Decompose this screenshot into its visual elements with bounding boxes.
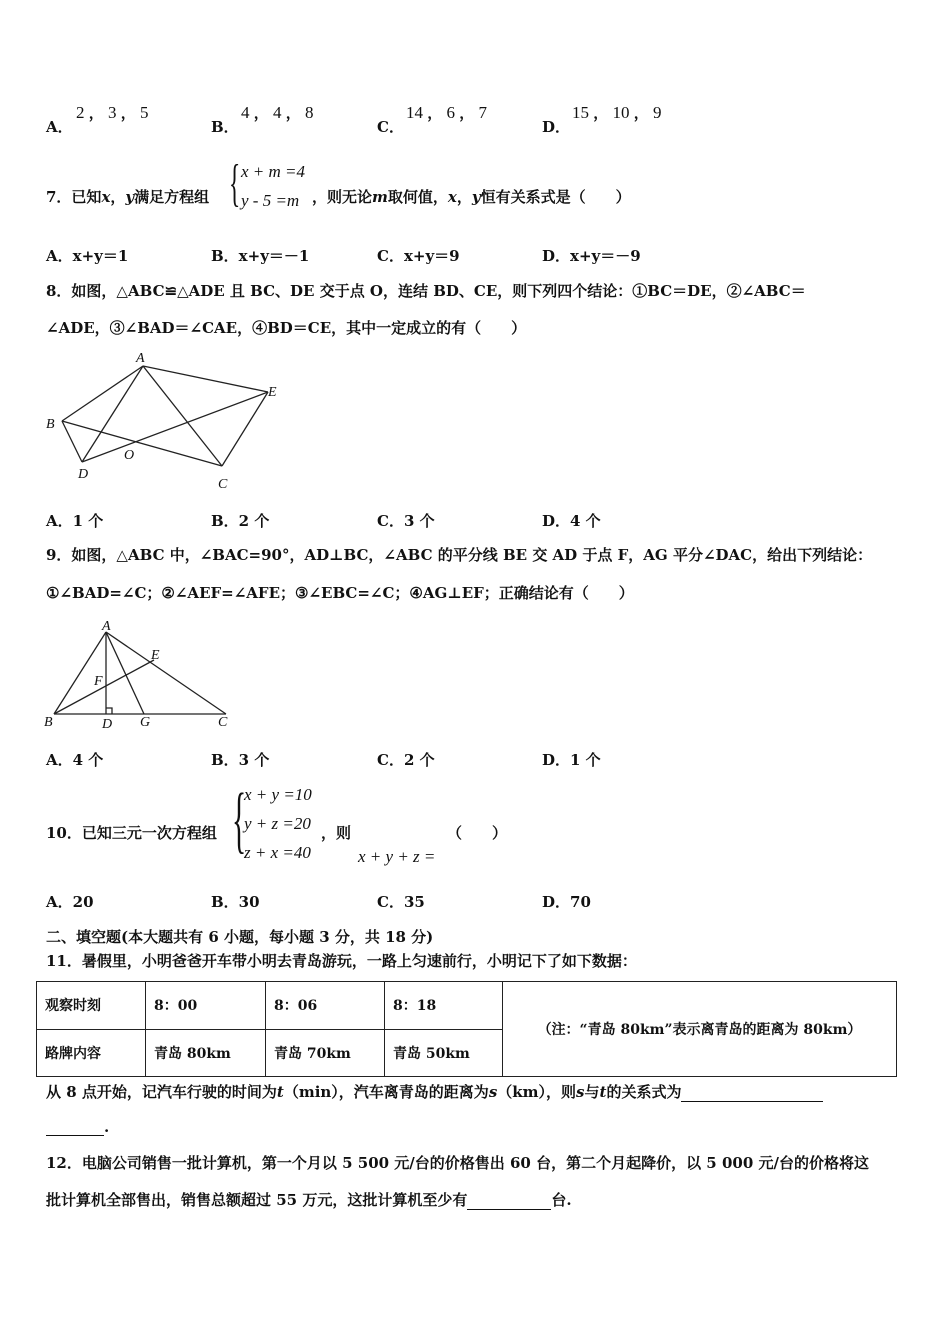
q12-text: 批计算机全部售出，销售总额超过 55 万元，这批计算机至少有 [46,1191,468,1209]
q7-option-a: A．x+y＝1 [46,247,129,265]
var-s: s [488,1083,498,1101]
segment-ab [62,366,143,421]
q8-option-c: C．3 个 [377,512,435,530]
table-cell: 8：00 [146,982,266,1030]
q7-text: 取何值， [387,188,448,206]
separator: ， [633,106,649,122]
q11-question [46,1081,823,1102]
q11-text: 从 8 点开始，记汽车行驶的时间为 [46,1083,277,1101]
table-cell: 8：06 [266,982,385,1030]
var-x: x [447,188,457,206]
q7-text: 7．已知 [46,188,102,206]
value: 2 [76,103,85,122]
q6-option-a [46,116,73,137]
separator: ， [593,106,609,122]
q8-line-2: ∠ADE，③∠BAD＝∠CAE，④BD＝CE，其中一定成立的有（ ） [46,319,527,337]
value: 6 [446,103,456,122]
q7-text: 满足方程组 [134,188,210,206]
q7-text: ， [456,188,472,206]
separator: ， [285,106,301,122]
label-a: A [102,619,111,634]
segment-ab [54,632,106,714]
value: 5 [140,103,149,122]
label-d: D [78,467,89,482]
answer-blank[interactable] [46,1119,104,1136]
q10-option-c: C．35 [377,893,425,911]
var-m: m [372,188,388,206]
segment-de [82,392,268,462]
q6-option-c [377,116,404,137]
q7-equation-2: y - 5 =m [241,191,300,210]
q9-line-1: 9．如图，△ABC 中，∠BAC=90°，AD⊥BC，∠ABC 的平分线 BE 交 AD 于点 F，AG 平分∠DAC，给出下列结论： [46,546,873,564]
label-d: D [102,717,113,732]
q11-text: 与 [584,1083,600,1101]
q12-text: 台. [551,1191,572,1209]
value: 3 [108,103,117,122]
segment-ac [106,632,226,714]
q9-option-d: D．1 个 [542,751,601,769]
section-heading: 二、填空题(本大题共有 6 小题，每小题 3 分，共 18 分) [46,928,434,946]
q11-data-table [36,981,897,1077]
q10-answer-paren: （ ） [447,824,508,842]
separator: ， [427,106,443,122]
var-t: t [276,1083,284,1101]
q7-stem-end [312,186,631,207]
segment-bc [62,421,222,466]
q7-option-b: B．x+y＝－1 [211,247,310,265]
q10-equation-3: z + x =40 [244,843,311,862]
table-note: （注：“青岛 80km”表示离青岛的距离为 80km） [503,982,897,1077]
var-s: s [576,1083,585,1101]
q6-option-c-values [406,102,487,123]
q6-option-b [211,116,239,137]
q6-option-b-values [241,102,314,123]
label-f: F [94,674,103,689]
label-c: C [218,477,228,492]
segment-ce [222,392,268,466]
value: 7 [478,103,488,122]
q11-period: . [104,1118,110,1136]
label-o: O [124,448,135,463]
value: 10 [612,103,630,122]
q12-line-2 [46,1189,572,1210]
q7-brace: { [229,155,241,212]
var-t: t [599,1083,607,1101]
q7-text: 恒有关系式是（ ） [480,188,631,206]
q10-equation-1: x + y =10 [244,785,312,804]
q8-line-1: 8．如图，△ABC≌△ADE 且 BC、DE 交于点 O，连结 BD、CE，则下列四个结论：①BC＝DE，②∠ABC＝ [46,282,806,300]
var-y: y [125,188,135,206]
q10-option-b: B．30 [211,893,260,911]
separator: ， [120,106,136,122]
q10-equation-2: y + z =20 [244,814,311,833]
value: 8 [305,103,314,122]
label-a: A [136,351,145,366]
q10-option-a: A．20 [46,893,94,911]
label-g: G [140,715,151,730]
q11-intro: 11．暑假里，小明爸爸开车带小明去青岛游玩，一路上匀速前行，小明记下了如下数据： [46,952,637,970]
option-letter: D． [542,118,571,136]
right-angle-mark [106,708,112,714]
q9-option-c: C．2 个 [377,751,435,769]
table-cell: 青岛 50km [385,1029,503,1077]
q7-stem [46,186,209,207]
answer-blank[interactable] [681,1085,823,1102]
option-letter: A． [46,118,73,136]
q7-text: ， [110,188,126,206]
q7-option-c: C．x+y＝9 [377,247,460,265]
q7-option-d: D．x+y＝－9 [542,247,641,265]
q11-text: （min），汽车离青岛的距离为 [283,1083,489,1101]
q10-expression: x + y + z = [358,847,436,866]
q11-text: （km），则 [497,1083,577,1101]
q12-line-1: 12．电脑公司销售一批计算机，第一个月以 5 500 元/台的价格售出 60 台，第二个月起降价，以 5 000 元/台的价格将这 [46,1154,869,1172]
separator: ， [459,106,475,122]
segment-ae [143,366,268,392]
q11-answer-line [46,1118,109,1136]
q10-option-d: D．70 [542,893,591,911]
value: 4 [273,103,282,122]
value: 4 [241,103,250,122]
table-row [37,982,897,1030]
label-e: E [151,648,160,663]
q10-then: ，则 [321,824,352,842]
segment-bd [62,421,82,462]
table-cell: 8：18 [385,982,503,1030]
table-cell: 青岛 80km [146,1029,266,1077]
answer-blank[interactable] [467,1193,551,1210]
label-e: E [268,385,277,400]
q7-equation-1: x + m =4 [241,162,306,181]
q9-line-2: ①∠BAD=∠C；②∠AEF=∠AFE；③∠EBC=∠C；④AG⊥EF；正确结论有（ ） [46,584,634,602]
q6-option-a-values [76,102,149,123]
q8-figure [40,348,290,496]
var-y: y [471,188,481,206]
label-c: C [218,715,228,730]
value: 15 [572,103,589,122]
label-b: B [44,715,53,730]
option-letter: C． [377,118,404,136]
q9-figure [40,616,240,732]
q10-brace: { [232,779,247,861]
q8-option-b: B．2 个 [211,512,270,530]
var-x: x [101,188,111,206]
q10-stem: 10．已知三元一次方程组 [46,824,217,842]
q9-option-a: A．4 个 [46,751,104,769]
q8-option-a: A．1 个 [46,512,104,530]
q6-option-d-values [572,102,662,123]
separator: ， [253,106,269,122]
value: 14 [406,103,423,122]
table-cell: 青岛 70km [266,1029,385,1077]
segment-be [54,660,154,714]
value: 9 [653,103,662,122]
segment-ac [143,366,222,466]
q7-text: ，则无论 [312,188,373,206]
q9-option-b: B．3 个 [211,751,270,769]
label-b: B [46,417,55,432]
separator: ， [88,106,104,122]
table-cell: 观察时刻 [37,982,146,1030]
q6-option-d [542,116,570,137]
q8-option-d: D．4 个 [542,512,601,530]
table-cell: 路牌内容 [37,1029,146,1077]
option-letter: B． [211,118,239,136]
q11-text: 的关系式为 [606,1083,682,1101]
